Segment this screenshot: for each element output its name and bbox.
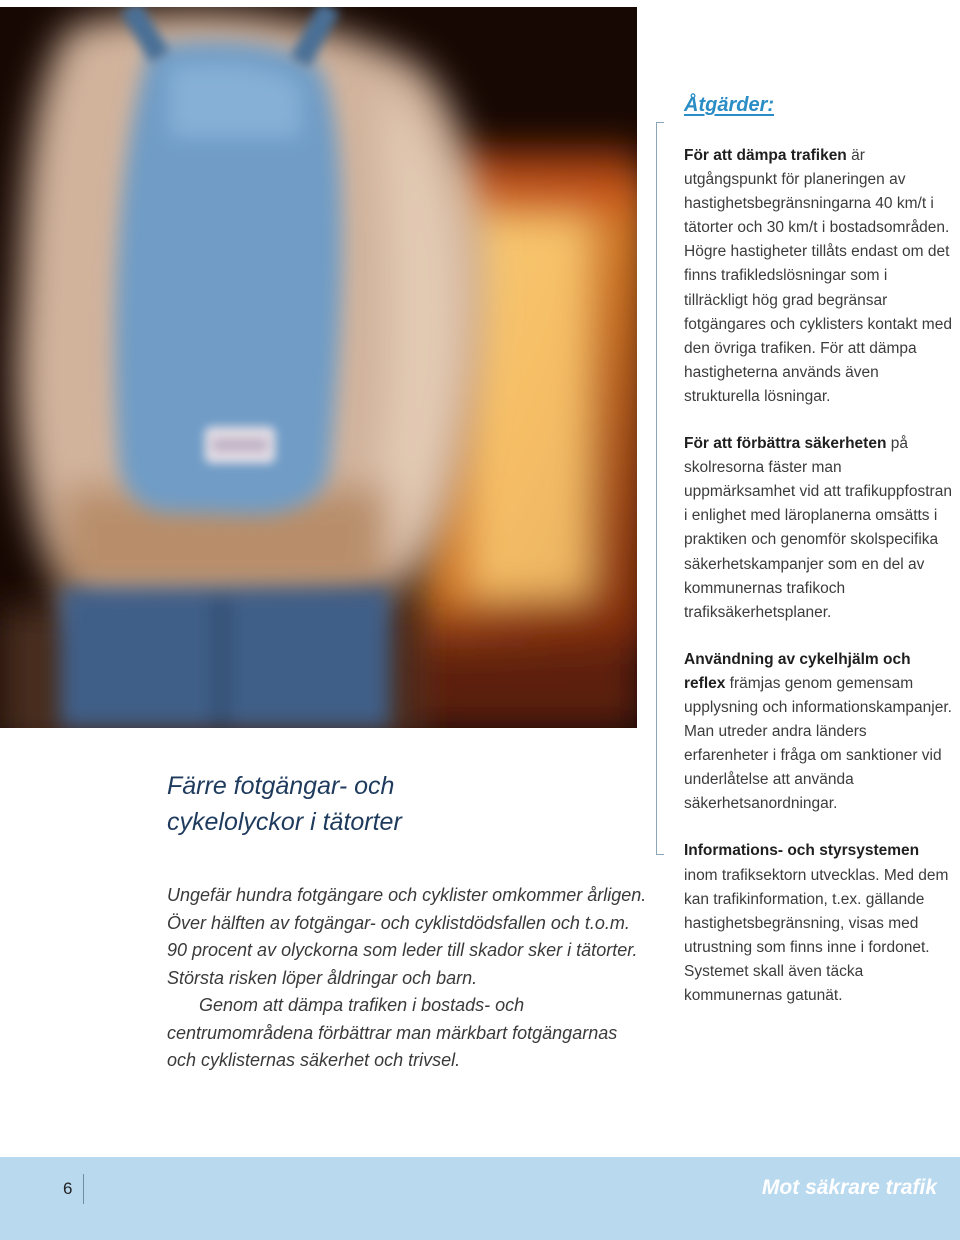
page-number: 6 [63,1179,73,1198]
measure-body: inom trafiksektorn utvecklas. Med dem kan trafikinformation, t.ex. gällande hastighetsbegränsning, visas med utrustning som finns inne i fordonet. Systemet skall även täcka kommunernas gatunät. [684,866,949,1004]
measure-text [684,839,954,1008]
article-heading-line1: Färre fotgängar- och [167,772,395,800]
sidebar-bracket-line [656,122,664,855]
measure-lead: Användning av cykelhjälm och reflex [684,650,911,692]
article-paragraph-2: Genom att dämpa trafiken i bostads- och centrumområdena förbättrar man märkbart fotgängarnas och cyklisternas säkerhet och trivsel. [167,995,618,1070]
measure-block-information-systems [684,839,954,1008]
main-article [167,768,647,1075]
article-paragraph-1: Ungefär hundra fotgängare och cyklister omkommer årligen. Över hälften av fotgängar- och cyklistdödsfallen och t.o.m. 90 procent av olyckorna som leder till skador sker i tätorter. Största risken löper åldringar och barn. [167,885,647,988]
page-footer [0,1157,960,1240]
measure-text [684,144,954,409]
measure-text [684,432,954,625]
measure-lead: Informations- och styrsystemen [684,842,920,860]
measure-text [684,648,954,817]
measure-body: främjas genom gemensam upplysning och informationskampanjer. Man utreder andra länders erfarenheter i fråga om sanktioner vid underlåtelse att använda säkerhetsanordningar. [684,674,952,813]
measure-block-traffic-calming [684,144,954,409]
measure-lead: För att dämpa trafiken [684,147,847,164]
article-heading-line2: cykelolyckor i tätorter [167,808,402,836]
measure-block-helmet-reflex [684,648,954,817]
publication-title: Mot säkrare trafik [761,1176,937,1199]
measure-body: på skolresorna fäster man uppmärksamhet vid att trafikuppfostran i enlighet med läroplanerna omsätts i praktiken och genomför skolspecifika säkerhetskampanjer som en del av kommunernas trafikoch trafiksäkerhetsplaner. [684,435,952,621]
photo-backpack-person [0,7,637,728]
article-heading [167,768,467,840]
photo-illustration [0,7,637,728]
measure-lead: För att förbättra säkerheten [684,435,887,453]
measures-sidebar [684,92,954,1031]
measure-body: är utgångspunkt för planeringen av hastighetsbegränsningarna 40 km/t i tätorter och 30 km/t i bostadsområden. Högre hastigheter tillåts endast om det finns trafikledslösningar som i tillräckligt hög grad begränsar fotgängares och cyklisters kontakt med den övriga trafiken. För att dämpa hastigheterna används även strukturella lösningar. [684,147,952,405]
measures-title: Åtgärder: [684,94,775,116]
footer-divider [83,1174,84,1204]
measure-block-school-safety [684,432,954,625]
